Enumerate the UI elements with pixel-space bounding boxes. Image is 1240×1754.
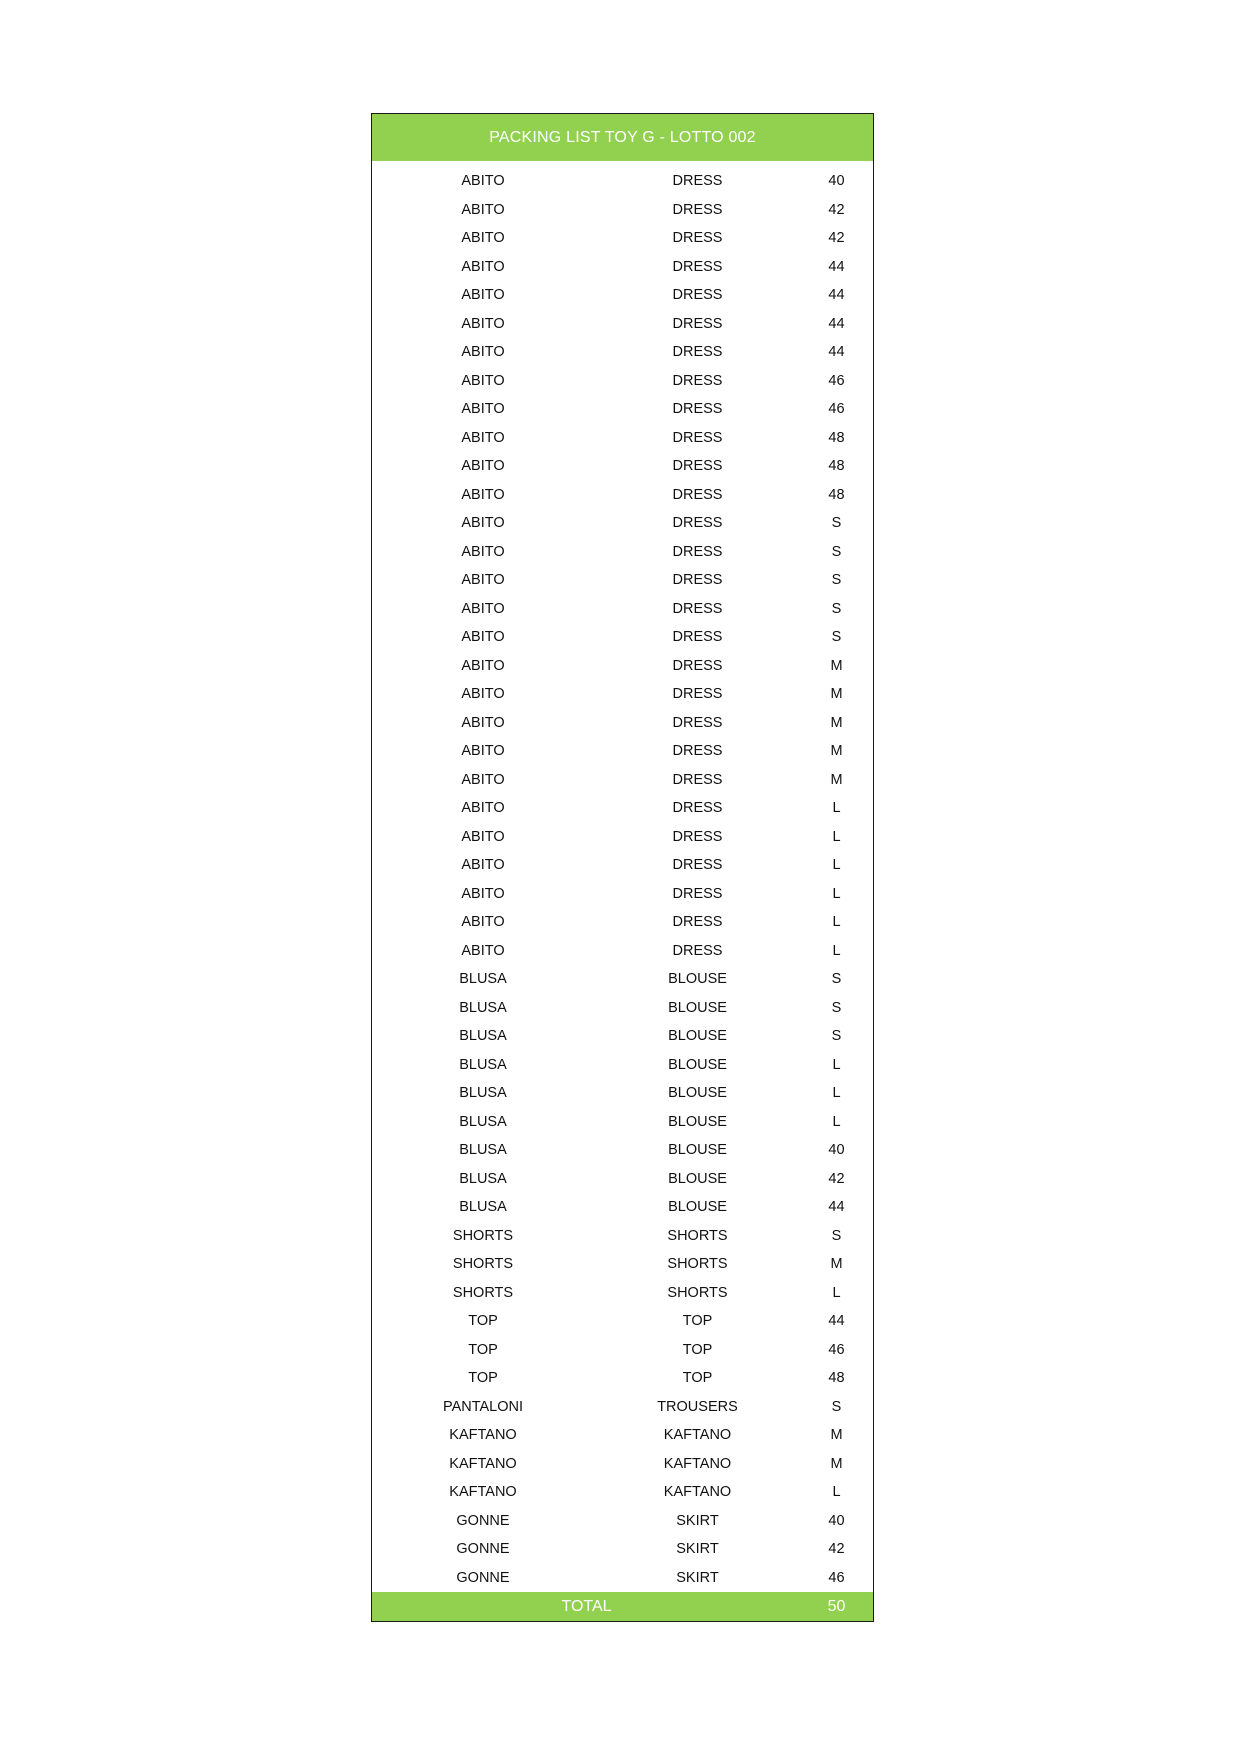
item-size: 42 xyxy=(828,230,845,247)
item-english-name: SHORTS xyxy=(667,1284,728,1301)
item-size: 44 xyxy=(828,258,845,275)
item-italian-name: ABITO xyxy=(461,714,505,731)
item-italian-name: SHORTS xyxy=(452,1256,514,1273)
item-english-name: TOP xyxy=(682,1370,713,1387)
item-italian-name: ABITO xyxy=(461,515,505,532)
item-size: S xyxy=(831,543,842,560)
item-size: 44 xyxy=(828,344,845,361)
item-size: 46 xyxy=(828,401,845,418)
item-size: 42 xyxy=(828,1170,845,1187)
item-size: M xyxy=(830,686,843,703)
item-italian-name: ABITO xyxy=(461,401,505,418)
item-italian-name: ABITO xyxy=(461,372,505,389)
table-row xyxy=(372,1364,873,1393)
item-english-name: BLOUSE xyxy=(668,1142,727,1159)
item-english-name: DRESS xyxy=(672,942,723,959)
item-english-name: SHORTS xyxy=(667,1227,728,1244)
total-label: TOTAL xyxy=(561,1597,612,1615)
item-italian-name: SHORTS xyxy=(452,1284,514,1301)
table-row xyxy=(372,1250,873,1279)
item-english-name: DRESS xyxy=(672,201,723,218)
item-size: M xyxy=(830,1427,843,1444)
table-row xyxy=(372,1279,873,1308)
item-italian-name: BLUSA xyxy=(459,1113,507,1130)
item-italian-name: PANTALONI xyxy=(442,1398,524,1415)
item-italian-name: KAFTANO xyxy=(449,1484,517,1501)
item-italian-name: ABITO xyxy=(461,600,505,617)
item-size: S xyxy=(831,1028,842,1045)
item-italian-name: KAFTANO xyxy=(449,1427,517,1444)
item-italian-name: GONNE xyxy=(456,1541,510,1558)
item-italian-name: ABITO xyxy=(461,458,505,475)
item-italian-name: TOP xyxy=(468,1370,498,1387)
item-size: 48 xyxy=(828,486,845,503)
table-row xyxy=(372,1336,873,1365)
table-row xyxy=(372,1507,873,1536)
item-english-name: TROUSERS xyxy=(657,1398,738,1415)
item-italian-name: ABITO xyxy=(461,686,505,703)
item-italian-name: ABITO xyxy=(461,543,505,560)
item-size: 40 xyxy=(828,173,845,190)
item-italian-name: ABITO xyxy=(461,857,505,874)
item-italian-name: SHORTS xyxy=(452,1227,514,1244)
item-english-name: DRESS xyxy=(672,258,723,275)
item-italian-name: BLUSA xyxy=(459,1142,507,1159)
table-row xyxy=(372,1051,873,1080)
table-row xyxy=(372,994,873,1023)
table-row xyxy=(372,1222,873,1251)
item-italian-name: BLUSA xyxy=(459,971,507,988)
item-english-name: DRESS xyxy=(672,914,723,931)
item-italian-name: ABITO xyxy=(461,258,505,275)
item-size: 48 xyxy=(828,429,845,446)
item-english-name: KAFTANO xyxy=(663,1427,732,1444)
item-size: 46 xyxy=(828,1341,845,1358)
item-english-name: BLOUSE xyxy=(668,1085,727,1102)
item-size: L xyxy=(832,885,841,902)
item-italian-name: BLUSA xyxy=(459,1028,507,1045)
table-row xyxy=(372,709,873,738)
table-row xyxy=(372,737,873,766)
item-size: 40 xyxy=(828,1512,845,1529)
item-english-name: DRESS xyxy=(672,287,723,304)
item-italian-name: ABITO xyxy=(461,315,505,332)
item-size: 44 xyxy=(828,1199,845,1216)
item-english-name: DRESS xyxy=(672,714,723,731)
item-size: 48 xyxy=(828,1370,845,1387)
item-size: 42 xyxy=(828,201,845,218)
item-size: M xyxy=(830,743,843,760)
item-english-name: DRESS xyxy=(672,372,723,389)
item-italian-name: ABITO xyxy=(461,344,505,361)
item-italian-name: ABITO xyxy=(461,771,505,788)
total-value: 50 xyxy=(827,1597,846,1615)
packing-list-table xyxy=(371,113,874,1622)
item-size: S xyxy=(831,1398,842,1415)
total-row xyxy=(372,1592,873,1621)
item-english-name: TOP xyxy=(682,1341,713,1358)
table-row xyxy=(372,1393,873,1422)
item-size: L xyxy=(832,1284,841,1301)
item-size: S xyxy=(831,572,842,589)
table-row xyxy=(372,823,873,852)
item-italian-name: BLUSA xyxy=(459,1199,507,1216)
item-english-name: DRESS xyxy=(672,657,723,674)
table-row xyxy=(372,424,873,453)
item-size: M xyxy=(830,657,843,674)
item-english-name: BLOUSE xyxy=(668,1113,727,1130)
item-size: L xyxy=(832,828,841,845)
item-size: 48 xyxy=(828,458,845,475)
item-english-name: DRESS xyxy=(672,486,723,503)
table-row xyxy=(372,965,873,994)
item-italian-name: ABITO xyxy=(461,429,505,446)
table-row xyxy=(372,623,873,652)
table-row xyxy=(372,680,873,709)
item-italian-name: TOP xyxy=(468,1313,498,1330)
item-english-name: DRESS xyxy=(672,857,723,874)
item-english-name: DRESS xyxy=(672,543,723,560)
item-english-name: SKIRT xyxy=(676,1512,719,1529)
table-row xyxy=(372,509,873,538)
item-size: 46 xyxy=(828,372,845,389)
item-size: M xyxy=(830,771,843,788)
item-italian-name: BLUSA xyxy=(459,1085,507,1102)
item-italian-name: ABITO xyxy=(461,914,505,931)
item-english-name: DRESS xyxy=(672,344,723,361)
item-english-name: BLOUSE xyxy=(668,971,727,988)
item-italian-name: BLUSA xyxy=(459,999,507,1016)
item-english-name: BLOUSE xyxy=(668,999,727,1016)
item-italian-name: ABITO xyxy=(461,743,505,760)
table-row xyxy=(372,1307,873,1336)
item-english-name: SKIRT xyxy=(676,1569,719,1586)
item-english-name: DRESS xyxy=(672,686,723,703)
item-size: S xyxy=(831,629,842,646)
table-row xyxy=(372,452,873,481)
item-english-name: BLOUSE xyxy=(668,1056,727,1073)
table-row xyxy=(372,652,873,681)
table-row xyxy=(372,1108,873,1137)
table-row xyxy=(372,566,873,595)
item-size: S xyxy=(831,1227,842,1244)
item-english-name: DRESS xyxy=(672,771,723,788)
item-size: S xyxy=(831,971,842,988)
item-english-name: DRESS xyxy=(672,173,723,190)
table-row xyxy=(372,937,873,966)
item-size: 44 xyxy=(828,1313,845,1330)
table-row xyxy=(372,1421,873,1450)
item-size: S xyxy=(831,515,842,532)
table-row xyxy=(372,167,873,196)
item-size: L xyxy=(832,857,841,874)
table-row xyxy=(372,1136,873,1165)
item-english-name: DRESS xyxy=(672,458,723,475)
table-row xyxy=(372,481,873,510)
table-row xyxy=(372,538,873,567)
item-english-name: DRESS xyxy=(672,572,723,589)
item-italian-name: ABITO xyxy=(461,572,505,589)
item-english-name: DRESS xyxy=(672,600,723,617)
table-row xyxy=(372,1165,873,1194)
item-size: 44 xyxy=(828,287,845,304)
item-size: S xyxy=(831,600,842,617)
item-italian-name: ABITO xyxy=(461,201,505,218)
table-row xyxy=(372,851,873,880)
item-size: L xyxy=(832,1484,841,1501)
table-row xyxy=(372,794,873,823)
item-english-name: BLOUSE xyxy=(668,1028,727,1045)
item-english-name: BLOUSE xyxy=(668,1170,727,1187)
item-size: 40 xyxy=(828,1142,845,1159)
item-italian-name: KAFTANO xyxy=(449,1455,517,1472)
table-row xyxy=(372,395,873,424)
item-english-name: DRESS xyxy=(672,828,723,845)
item-english-name: KAFTANO xyxy=(663,1484,732,1501)
item-size: M xyxy=(830,1256,843,1273)
table-row xyxy=(372,880,873,909)
item-italian-name: BLUSA xyxy=(459,1170,507,1187)
table-body xyxy=(372,161,873,1592)
item-english-name: KAFTANO xyxy=(663,1455,732,1472)
table-row xyxy=(372,1022,873,1051)
item-italian-name: ABITO xyxy=(461,287,505,304)
item-italian-name: ABITO xyxy=(461,657,505,674)
table-row xyxy=(372,1478,873,1507)
table-row xyxy=(372,310,873,339)
table-row xyxy=(372,1079,873,1108)
item-size: 46 xyxy=(828,1569,845,1586)
item-size: L xyxy=(832,800,841,817)
table-row xyxy=(372,224,873,253)
item-italian-name: ABITO xyxy=(461,828,505,845)
item-size: S xyxy=(831,999,842,1016)
item-english-name: TOP xyxy=(682,1313,713,1330)
item-italian-name: ABITO xyxy=(461,230,505,247)
item-size: M xyxy=(830,1455,843,1472)
item-size: L xyxy=(832,1113,841,1130)
item-size: L xyxy=(832,1056,841,1073)
item-italian-name: ABITO xyxy=(461,629,505,646)
table-row xyxy=(372,281,873,310)
item-english-name: DRESS xyxy=(672,515,723,532)
item-size: L xyxy=(832,942,841,959)
item-italian-name: ABITO xyxy=(461,885,505,902)
item-english-name: BLOUSE xyxy=(668,1199,727,1216)
table-title: PACKING LIST TOY G - LOTTO 002 xyxy=(372,114,873,161)
item-size: 42 xyxy=(828,1541,845,1558)
item-size: 44 xyxy=(828,315,845,332)
table-row xyxy=(372,1564,873,1593)
item-english-name: DRESS xyxy=(672,743,723,760)
table-row xyxy=(372,908,873,937)
table-row xyxy=(372,1450,873,1479)
item-italian-name: TOP xyxy=(468,1341,498,1358)
item-italian-name: GONNE xyxy=(456,1569,510,1586)
table-row xyxy=(372,1535,873,1564)
item-italian-name: BLUSA xyxy=(459,1056,507,1073)
item-english-name: DRESS xyxy=(672,315,723,332)
item-english-name: DRESS xyxy=(672,230,723,247)
item-english-name: DRESS xyxy=(672,429,723,446)
table-row xyxy=(372,338,873,367)
item-italian-name: ABITO xyxy=(461,942,505,959)
item-english-name: SHORTS xyxy=(667,1256,728,1273)
item-english-name: SKIRT xyxy=(676,1541,719,1558)
item-size: L xyxy=(832,914,841,931)
item-english-name: DRESS xyxy=(672,885,723,902)
table-row xyxy=(372,253,873,282)
item-size: M xyxy=(830,714,843,731)
table-row xyxy=(372,367,873,396)
item-english-name: DRESS xyxy=(672,629,723,646)
item-italian-name: ABITO xyxy=(461,800,505,817)
table-row xyxy=(372,595,873,624)
item-italian-name: ABITO xyxy=(461,173,505,190)
item-italian-name: GONNE xyxy=(456,1512,510,1529)
item-size: L xyxy=(832,1085,841,1102)
table-row xyxy=(372,1193,873,1222)
item-italian-name: ABITO xyxy=(461,486,505,503)
table-row xyxy=(372,766,873,795)
item-english-name: DRESS xyxy=(672,800,723,817)
item-english-name: DRESS xyxy=(672,401,723,418)
table-row xyxy=(372,196,873,225)
